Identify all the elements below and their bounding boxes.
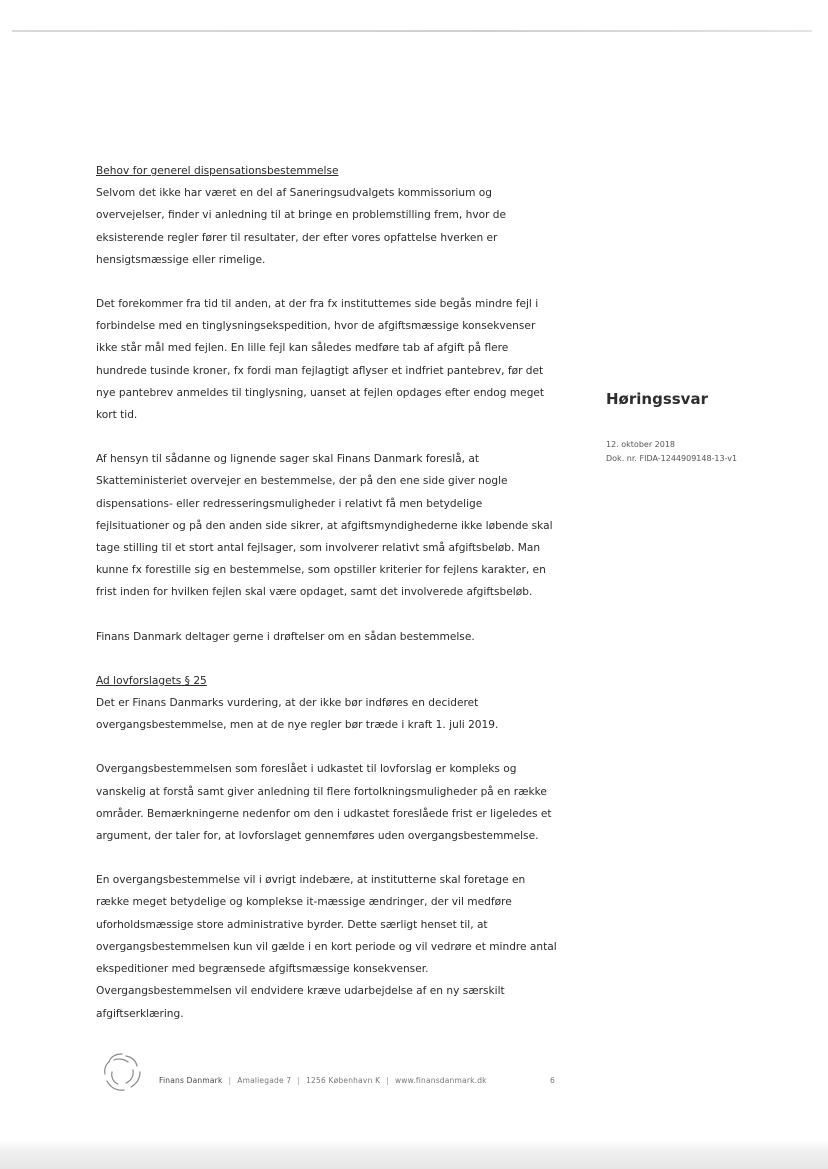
paragraph: Det er Finans Danmarks vurdering, at der ikke bør indføres en decideret overgangsbestemmelse, men at de nye regler bør træde i kraft 1. juli 2019.: [96, 697, 499, 732]
document-sidebar: [606, 390, 806, 466]
scan-edge-bottom: [0, 1140, 828, 1169]
finans-danmark-logo-icon: [100, 1050, 144, 1094]
scan-edge-top: [12, 30, 812, 32]
page-footer: [100, 1050, 580, 1094]
section-paragraph-25: [96, 670, 558, 1025]
section-heading: Ad lovforslagets § 25: [96, 674, 207, 687]
paragraph: En overgangsbestemmelse vil i øvrigt indebære, at institutterne skal foretage en række meget betydelige og komplekse it-mæssige ændringer, der vil medføre uforholdsmæssige store administrative byrder. Dette særligt henset til, at overgangsbestemmelsen kun vil gælde i en kort periode og vil vedrøre et mindre antal ekspeditioner med begrænsede afgiftsmæssige konsekvenser. Overgangsbestemmelsen vil endvidere kræve udarbejdelse af en ny særskilt afgiftserklæring.: [96, 874, 557, 1020]
footer-address: Amaliegade 7: [237, 1076, 292, 1085]
paragraph: Det forekommer fra tid til anden, at der fra fx instituttemes side begås mindre fejl i forbindelse med en tinglysningsekspedition, hvor de afgiftsmæssige konsekvenser ikke står mål med fejlen. En lille fejl kan således medføre tab af afgift på flere hundrede tusinde kroner, fx fordi man fejlagtigt aflyser et indfriet pantebrev, før det nye pantebrev anmeldes til tinglysning, uanset at fejlen opdages efter endog meget kort tid.: [96, 298, 545, 422]
footer-org-name: Finans Danmark: [159, 1076, 223, 1085]
paragraph: Finans Danmark deltager gerne i drøftelser om en sådan bestemmelse.: [96, 630, 475, 643]
document-type-title: Høringssvar: [606, 390, 708, 408]
footer-contact-line: Finans Danmark | Amaliegade 7 | 1256 København K | www.finansdanmark.dk: [159, 1076, 487, 1085]
footer-website: www.finansdanmark.dk: [394, 1076, 487, 1085]
document-date: 12. oktober 2018: [606, 440, 676, 449]
document-reference: Dok. nr. FIDA-1244909148-13-v1: [606, 454, 738, 463]
paragraph: Af hensyn til sådanne og lignende sager skal Finans Danmark foreslå, at Skatteministeriet overvejer en bestemmelse, der på den ene side giver nogle dispensations- eller redresseringsmuligheder i relativt få men betydelige fejlsituationer og på den anden side sikrer, at afgiftsmyndighederne ikke løbende skal tage stilling til et stort antal fejlsager, som involverer relativt små afgiftsbeløb. Man kunne fx forestille sig en bestemmelse, som opstiller kriterier for fejlens karakter, en frist inden for hvilken fejlen skal være opdaget, samt det involverede afgiftsbeløb.: [96, 453, 553, 599]
document-body: [96, 160, 558, 1025]
section-dispensation: [96, 160, 558, 670]
page-number: 6: [550, 1076, 555, 1085]
section-heading: Behov for generel dispensationsbestemmelse: [96, 165, 339, 177]
footer-city: 1256 København K: [306, 1076, 381, 1085]
paragraph: Selvom det ikke har været en del af Saneringsudvalgets kommissorium og overvejelser, finder vi anledning til at bringe en problemstilling frem, hvor de eksisterende regler fører til resultater, der efter vores opfattelse hverken er hensigtsmæssige eller rimelige.: [96, 187, 507, 266]
paragraph: Overgangsbestemmelsen som foreslået i udkastet til lovforslag er kompleks og vanskelig at forstå samt giver anledning til flere fortolkningsmuligheder på en række områder. Bemærkningerne nedenfor om den i udkastet foreslåede frist er ligeledes et argument, der taler for, at lovforslaget gennemføres uden overgangsbestemmelse.: [96, 763, 552, 843]
